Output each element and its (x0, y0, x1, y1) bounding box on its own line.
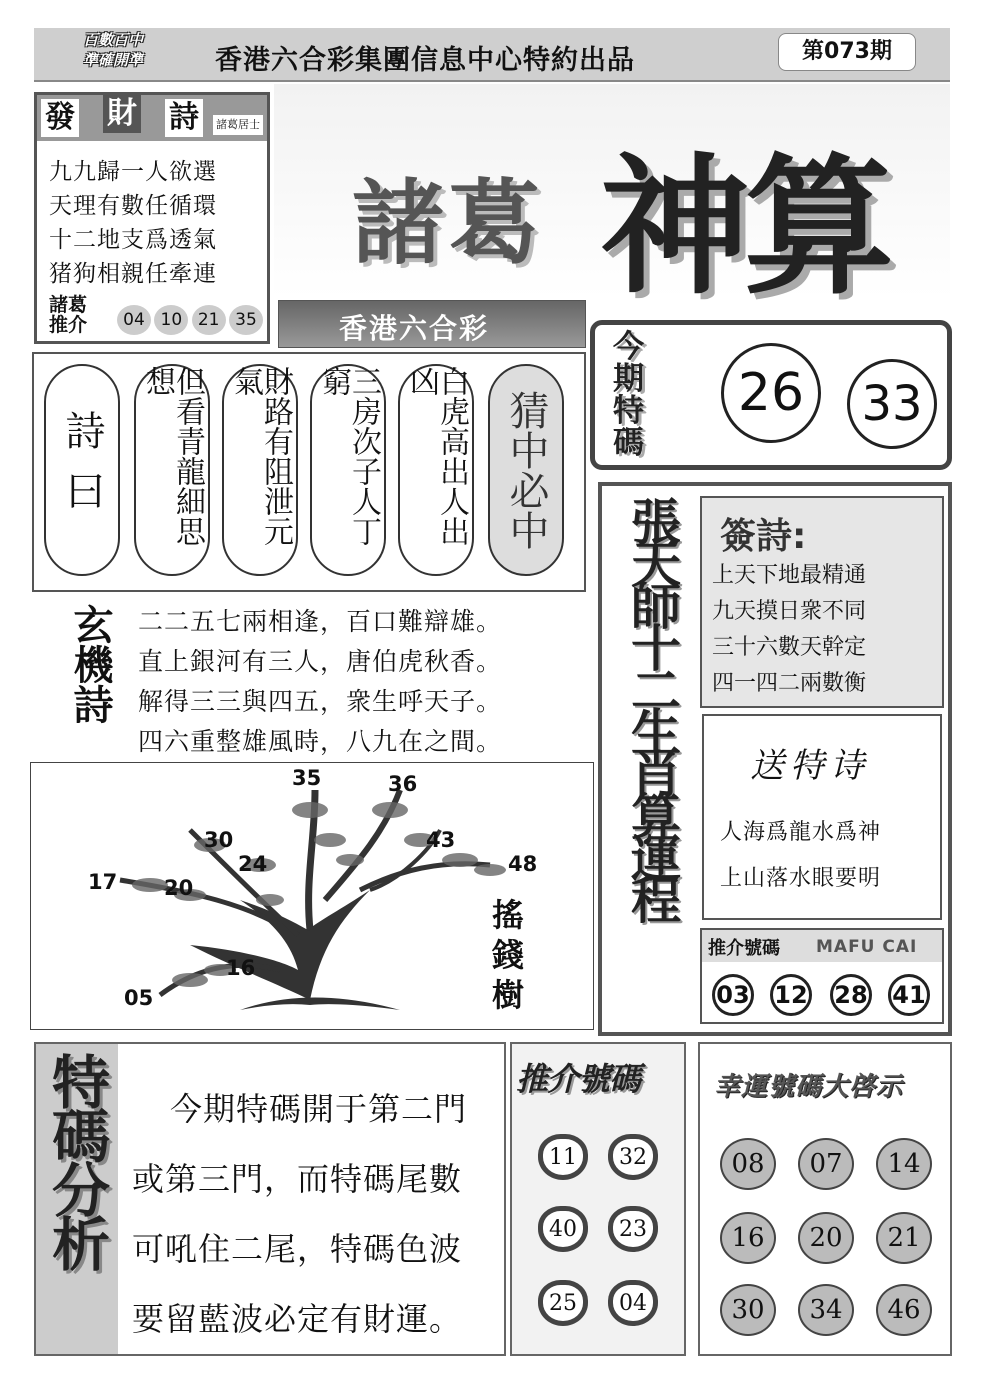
fortune-poem-box (34, 92, 270, 344)
special-line: 上山落水眼要明 (720, 866, 882, 891)
poem-highlight: 猜中必中 (488, 364, 564, 576)
sign-line: 三十六數天幹定 (712, 635, 867, 660)
special-number: 26 (721, 343, 821, 443)
tree-roots (240, 998, 400, 1011)
mystic-line: 四六重整雄風時，八九在之間。 (138, 727, 503, 756)
heading-char: 發 (41, 99, 79, 137)
heading-char: 財 (103, 95, 141, 133)
special-analysis-label-strip (36, 1044, 118, 1354)
sign-poem-lines (712, 558, 866, 702)
poem-line: 天理有數任循環 (49, 193, 217, 219)
mystic-line: 直上銀河有三人，唐伯虎秋香。 (138, 647, 503, 676)
number-ball: 10 (154, 305, 188, 335)
poem-line: 猪狗相親任牽連 (49, 261, 217, 287)
poem-column: 但看青龍細思想 (134, 364, 210, 576)
lucky-numbers-heading: 幸運號碼大啓示 (714, 1072, 904, 1102)
number-ball: 04 (117, 305, 151, 335)
recommended-number: 32 (608, 1134, 658, 1180)
sign-poem-box (700, 496, 944, 708)
poem-line: 九九歸一人欲選 (49, 159, 217, 185)
number-ball: 03 (712, 974, 754, 1016)
lucky-number: 20 (798, 1212, 854, 1264)
main-title-left: 諸葛 (352, 170, 545, 277)
special-today-box (590, 320, 952, 470)
mystic-poem-label: 玄機詩 (67, 604, 113, 724)
header-title: 香港六合彩集團信息中心特約出品 (215, 45, 635, 76)
fortune-poem-author: 諸葛居士 (213, 115, 263, 135)
special-analysis-lines (132, 1074, 467, 1354)
sign-line: 九天摸日衆不同 (712, 599, 867, 624)
tree-number: 24 (238, 852, 268, 876)
recommended-numbers-heading: 推介號碼 (516, 1060, 641, 1098)
recommended-number: 25 (538, 1280, 588, 1326)
tree-number: 36 (388, 772, 418, 796)
tree-number: 43 (426, 828, 456, 852)
tree-number: 30 (204, 828, 234, 852)
lucky-number: 34 (798, 1284, 854, 1336)
recommended-number: 11 (538, 1134, 588, 1180)
fortune-numbers (117, 305, 263, 337)
tree-number: 35 (292, 766, 322, 790)
heading-char: 詩 (165, 99, 203, 137)
zhang-recommend-label: 推介號碼 (708, 938, 780, 959)
recommended-number: 23 (608, 1206, 658, 1252)
special-number: 33 (847, 359, 937, 449)
mystic-poem-lines (138, 602, 502, 762)
fortune-poem-lines (49, 155, 217, 291)
tree-number: 20 (164, 876, 194, 900)
lucky-number: 16 (720, 1212, 776, 1264)
special-line: 人海爲龍水爲神 (720, 820, 882, 845)
number-ball: 41 (888, 974, 930, 1016)
poem-column: 白虎高出人出凶 (398, 364, 474, 576)
tree-number: 05 (124, 986, 154, 1010)
number-ball: 21 (192, 305, 226, 335)
lucky-number: 08 (720, 1138, 776, 1190)
tree-number: 16 (226, 956, 256, 980)
lottery-label-text: 香港六合彩 (339, 312, 490, 345)
tree-number: 17 (88, 870, 118, 894)
zhang-recommend (700, 928, 944, 1024)
lottery-label (278, 300, 586, 348)
recommended-number: 04 (608, 1280, 658, 1326)
lucky-number: 30 (720, 1284, 776, 1336)
sign-poem-heading: 簽詩: (720, 516, 807, 557)
issue-badge: 第073期 (778, 33, 916, 71)
analysis-line: 要留藍波必定有財運。 (132, 1300, 463, 1338)
recommended-numbers-box (510, 1042, 686, 1356)
number-ball: 28 (830, 974, 872, 1016)
lucky-number: 46 (876, 1284, 932, 1336)
poem-line: 十二地支爲透氣 (49, 227, 217, 253)
mystic-line: 解得三三與四五，衆生呼天子。 (138, 687, 503, 716)
poem-says-label: 詩曰 (44, 364, 120, 576)
number-ball: 12 (770, 974, 812, 1016)
zhang-recommend-header (702, 930, 942, 962)
special-analysis-label: 特碼分析 (42, 1052, 110, 1268)
fortune-recommend-label: 諸葛 推介 (49, 294, 88, 336)
money-tree-label: 搖錢樹 (487, 898, 525, 1018)
zhang-recommend-brand: MAFU CAI (816, 937, 918, 957)
lucky-number: 14 (876, 1138, 932, 1190)
zhang-title: 張天師十二生肖算運程 (623, 496, 681, 916)
fortune-poem-heading (37, 95, 267, 141)
sign-line: 上天下地最精通 (712, 563, 867, 588)
sign-line: 四一四二兩數衡 (712, 671, 867, 696)
main-title-right: 神算 (600, 139, 889, 315)
recommended-number: 40 (538, 1206, 588, 1252)
lucky-numbers-box (698, 1042, 952, 1356)
special-poem-heading: 送特诗 (750, 746, 870, 786)
analysis-line: 或第三門，而特碼尾數 (132, 1160, 463, 1198)
number-ball: 35 (229, 305, 263, 335)
tree-trunk (190, 890, 370, 1000)
poem-column: 三房次子人丁窮 (310, 364, 386, 576)
mystic-line: 二二五七兩相逢，百口難辯雄。 (138, 607, 503, 636)
special-today-label: 今期特碼 (613, 329, 644, 461)
analysis-line: 可吼住二尾，特碼色波 (132, 1230, 463, 1268)
zhang-title-strip (614, 494, 688, 1024)
tree-number: 48 (508, 852, 538, 876)
poem-column: 財路有阻泄元氣 (222, 364, 298, 576)
special-poem-box (702, 714, 942, 920)
lucky-number: 21 (876, 1212, 932, 1264)
lucky-number: 07 (798, 1138, 854, 1190)
special-poem-lines (720, 810, 881, 902)
header-badge: 百數百中 準確開準 (82, 31, 143, 69)
analysis-line: 今期特碼開于第二門 (170, 1090, 468, 1128)
